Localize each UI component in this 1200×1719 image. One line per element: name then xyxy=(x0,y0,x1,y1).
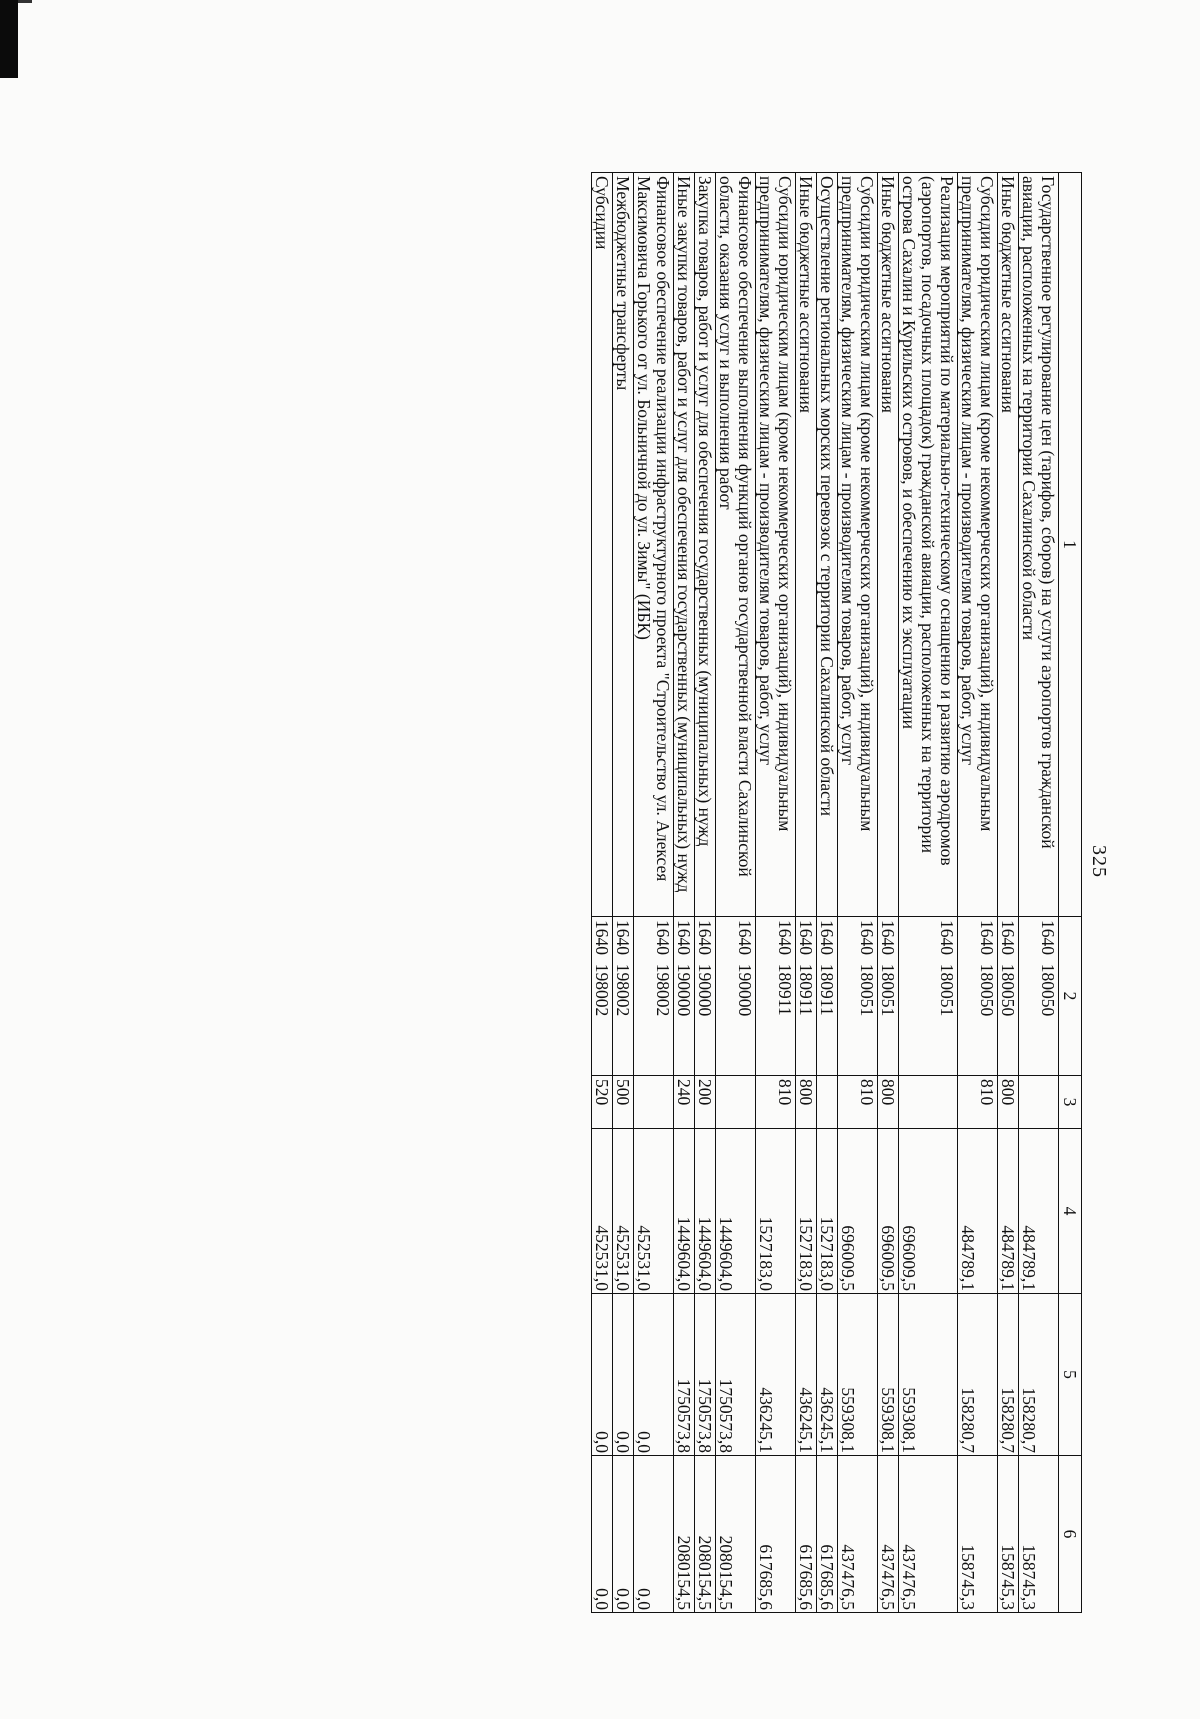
row-code-cell: 1640 180911 xyxy=(817,917,838,1076)
row-expense-type-cell: 810 xyxy=(756,1076,796,1129)
row-value-col5-cell: 436245,1 xyxy=(817,1294,838,1456)
row-expense-type-cell: 800 xyxy=(796,1076,817,1129)
table-row xyxy=(634,173,674,1613)
row-value-col5-cell: 0,0 xyxy=(613,1294,634,1456)
row-name-cell: Государственное регулирование цен (тарифов, сборов) на услуги аэропортов гражданской авиации, расположенных на территории Сахалинской области xyxy=(1019,173,1059,917)
row-name-cell: Межбюджетные трансферты xyxy=(613,173,634,917)
table-row xyxy=(838,173,878,1613)
row-value-col5-cell: 559308,1 xyxy=(899,1294,958,1456)
row-value-col4-cell: 1449604,0 xyxy=(716,1129,756,1294)
row-value-col5-cell: 0,0 xyxy=(592,1294,613,1456)
row-name-cell: Субсидии юридическим лицам (кроме некоммерческих организаций), индивидуальным предпринимателям, физическим лицам - производителям товаров, работ, услуг xyxy=(838,173,878,917)
row-code-cell: 1640 190000 xyxy=(716,917,756,1076)
column-number-row xyxy=(1059,173,1082,1613)
row-value-col4-cell: 484789,1 xyxy=(958,1129,998,1294)
row-value-col6-cell: 617685,6 xyxy=(756,1456,796,1613)
row-value-col5-cell: 0,0 xyxy=(634,1294,674,1456)
row-code-cell: 1640 180911 xyxy=(756,917,796,1076)
row-code-cell: 1640 198002 xyxy=(592,917,613,1076)
row-expense-type-cell: 810 xyxy=(958,1076,998,1129)
row-value-col4-cell: 484789,1 xyxy=(1019,1129,1059,1294)
row-name-cell: Иные бюджетные ассигнования xyxy=(998,173,1019,917)
row-expense-type-cell: 500 xyxy=(613,1076,634,1129)
budget-table xyxy=(591,172,1082,1613)
row-name-cell: Субсидии юридическим лицам (кроме некоммерческих организаций), индивидуальным предпринимателям, физическим лицам - производителям товаров, работ, услуг xyxy=(756,173,796,917)
row-value-col6-cell: 2080154,5 xyxy=(716,1456,756,1613)
row-value-col5-cell: 1750573,8 xyxy=(674,1294,695,1456)
row-code-cell: 1640 180050 xyxy=(958,917,998,1076)
row-value-col4-cell: 1527183,0 xyxy=(817,1129,838,1294)
row-name-cell: Осуществление региональных морских перевозок с территории Сахалинской области xyxy=(817,173,838,917)
row-expense-type-cell: 810 xyxy=(838,1076,878,1129)
row-name-cell: Субсидии юридическим лицам (кроме некоммерческих организаций), индивидуальным предпринимателям, физическим лицам - производителям товаров, работ, услуг xyxy=(958,173,998,917)
row-value-col4-cell: 1527183,0 xyxy=(796,1129,817,1294)
row-value-col5-cell: 158280,7 xyxy=(1019,1294,1059,1456)
row-value-col6-cell: 2080154,5 xyxy=(674,1456,695,1613)
table-row xyxy=(899,173,958,1613)
column-header-2: 2 xyxy=(1059,917,1082,1076)
row-code-cell: 1640 180051 xyxy=(838,917,878,1076)
row-value-col4-cell: 452531,0 xyxy=(613,1129,634,1294)
row-value-col4-cell: 1449604,0 xyxy=(695,1129,716,1294)
row-value-col5-cell: 158280,7 xyxy=(998,1294,1019,1456)
row-value-col6-cell: 437476,5 xyxy=(838,1456,878,1613)
table-row xyxy=(695,173,716,1613)
table-row xyxy=(592,173,613,1613)
row-name-cell: Иные бюджетные ассигнования xyxy=(796,173,817,917)
row-value-col4-cell: 696009,5 xyxy=(899,1129,958,1294)
row-code-cell: 1640 180051 xyxy=(899,917,958,1076)
row-expense-type-cell: 240 xyxy=(674,1076,695,1129)
row-value-col4-cell: 484789,1 xyxy=(998,1129,1019,1294)
row-value-col6-cell: 158745,3 xyxy=(958,1456,998,1613)
row-name-cell: Финансовое обеспечение реализации инфраструктурного проекта "Строительство ул. Алексея Максимовича Горького от ул. Больничной до ул. Зимы" (ИБК) xyxy=(634,173,674,917)
row-code-cell: 1640 198002 xyxy=(613,917,634,1076)
row-value-col4-cell: 696009,5 xyxy=(878,1129,899,1294)
row-name-cell: Реализация мероприятий по материально-техническому оснащению и развитию аэродромов (аэропортов, посадочных площадок) гражданской авиации, расположенных на территории острова Сахалин и Курильских островов, и обеспечению их эксплуатации xyxy=(899,173,958,917)
row-value-col6-cell: 617685,6 xyxy=(796,1456,817,1613)
row-value-col5-cell: 158280,7 xyxy=(958,1294,998,1456)
row-code-cell: 1640 180050 xyxy=(1019,917,1059,1076)
row-value-col6-cell: 0,0 xyxy=(613,1456,634,1613)
row-value-col5-cell: 436245,1 xyxy=(796,1294,817,1456)
row-value-col5-cell: 436245,1 xyxy=(756,1294,796,1456)
row-expense-type-cell: 800 xyxy=(878,1076,899,1129)
table-row xyxy=(716,173,756,1613)
row-value-col5-cell: 559308,1 xyxy=(878,1294,899,1456)
row-name-cell: Субсидии xyxy=(592,173,613,917)
row-expense-type-cell: 800 xyxy=(998,1076,1019,1129)
row-value-col6-cell: 617685,6 xyxy=(817,1456,838,1613)
row-expense-type-cell xyxy=(716,1076,756,1129)
table-row xyxy=(756,173,796,1613)
column-header-5: 5 xyxy=(1059,1294,1082,1456)
row-expense-type-cell xyxy=(817,1076,838,1129)
column-header-4: 4 xyxy=(1059,1129,1082,1294)
row-value-col4-cell: 1527183,0 xyxy=(756,1129,796,1294)
table-row xyxy=(878,173,899,1613)
row-value-col5-cell: 559308,1 xyxy=(838,1294,878,1456)
column-header-6: 6 xyxy=(1059,1456,1082,1613)
row-name-cell: Иные бюджетные ассигнования xyxy=(878,173,899,917)
row-code-cell: 1640 198002 xyxy=(634,917,674,1076)
row-name-cell: Иные закупки товаров, работ и услуг для обеспечения государственных (муниципальных) нужд xyxy=(674,173,695,917)
row-value-col6-cell: 158745,3 xyxy=(998,1456,1019,1613)
row-name-cell: Закупка товаров, работ и услуг для обеспечения государственных (муниципальных) нужд xyxy=(695,173,716,917)
row-value-col5-cell: 1750573,8 xyxy=(695,1294,716,1456)
table-row xyxy=(998,173,1019,1613)
table-row xyxy=(674,173,695,1613)
table-row xyxy=(958,173,998,1613)
row-value-col4-cell: 696009,5 xyxy=(838,1129,878,1294)
row-code-cell: 1640 190000 xyxy=(695,917,716,1076)
row-expense-type-cell: 200 xyxy=(695,1076,716,1129)
column-header-1: 1 xyxy=(1059,173,1082,917)
row-value-col6-cell: 2080154,5 xyxy=(695,1456,716,1613)
row-value-col6-cell: 158745,3 xyxy=(1019,1456,1059,1613)
page-number: 325 xyxy=(1088,845,1110,878)
row-code-cell: 1640 180911 xyxy=(796,917,817,1076)
row-value-col5-cell: 1750573,8 xyxy=(716,1294,756,1456)
row-expense-type-cell xyxy=(1019,1076,1059,1129)
row-code-cell: 1640 180051 xyxy=(878,917,899,1076)
row-expense-type-cell xyxy=(899,1076,958,1129)
table-row xyxy=(613,173,634,1613)
table-row xyxy=(817,173,838,1613)
table-body xyxy=(592,173,1059,1613)
row-value-col6-cell: 0,0 xyxy=(592,1456,613,1613)
table-row xyxy=(796,173,817,1613)
row-value-col4-cell: 452531,0 xyxy=(592,1129,613,1294)
row-expense-type-cell: 520 xyxy=(592,1076,613,1129)
column-header-3: 3 xyxy=(1059,1076,1082,1129)
row-expense-type-cell xyxy=(634,1076,674,1129)
row-value-col4-cell: 452531,0 xyxy=(634,1129,674,1294)
row-value-col6-cell: 437476,5 xyxy=(878,1456,899,1613)
row-value-col6-cell: 437476,5 xyxy=(899,1456,958,1613)
row-code-cell: 1640 180050 xyxy=(998,917,1019,1076)
table-row xyxy=(1019,173,1059,1613)
row-name-cell: Финансовое обеспечение выполнения функций органов государственной власти Сахалинской области, оказания услуг и выполнения работ xyxy=(716,173,756,917)
row-value-col6-cell: 0,0 xyxy=(634,1456,674,1613)
row-code-cell: 1640 190000 xyxy=(674,917,695,1076)
row-value-col4-cell: 1449604,0 xyxy=(674,1129,695,1294)
